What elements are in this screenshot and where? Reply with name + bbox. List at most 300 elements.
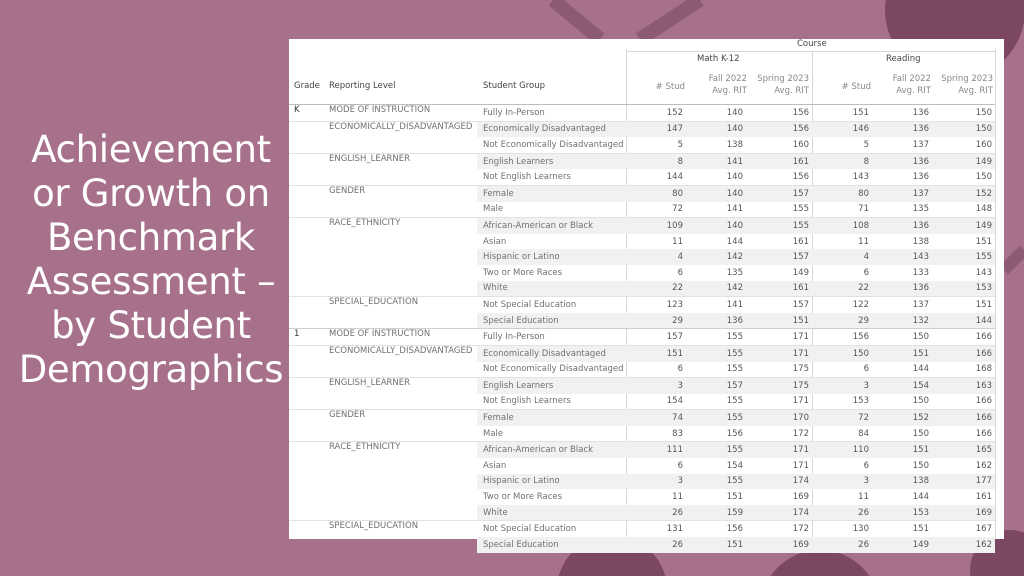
reporting-level-cell (289, 249, 477, 265)
reporting-level-label: MODE OF INSTRUCTION (329, 105, 431, 115)
value-cell: 144 (912, 492, 929, 503)
table-row (289, 489, 995, 505)
reporting-level-cell (289, 202, 477, 218)
reporting-level-cell (289, 505, 477, 521)
value-cell: 132 (872, 313, 932, 329)
value-cell: 123 (626, 297, 686, 313)
reporting-level-label: RACE_ETHNICITY (329, 442, 401, 453)
value-cell: 140 (726, 107, 743, 118)
value-cell: 6 (863, 460, 869, 471)
value-cell: 141 (686, 297, 746, 313)
value-cell: 174 (746, 474, 812, 490)
student-group-cell: Special Education (477, 313, 626, 329)
math-spring-header (751, 73, 809, 97)
value-cell: 150 (872, 329, 932, 346)
value-cell: 162 (932, 537, 995, 553)
reporting-level-cell (289, 345, 477, 361)
value-cell: 135 (726, 267, 743, 278)
value-cell: 80 (812, 185, 872, 201)
title-line: Demographics (18, 348, 284, 391)
student-group-cell: Hispanic or Latino (477, 474, 626, 490)
value-cell: 171 (792, 396, 809, 407)
student-group-cell: Economically Disadvantaged (477, 345, 626, 361)
value-cell: 136 (872, 153, 932, 169)
student-group-cell: White (477, 505, 626, 521)
reporting-level-label: ENGLISH_LEARNER (329, 378, 411, 389)
value-cell: 156 (812, 329, 872, 346)
table-row (289, 234, 995, 250)
value-cell: 168 (975, 364, 992, 375)
table-row (289, 153, 995, 169)
value-cell: 6 (677, 364, 683, 375)
header-line: Fall 2022 (892, 74, 931, 84)
reading-num-stud-header: # Stud (841, 82, 871, 92)
value-cell: 131 (626, 521, 686, 537)
value-cell: 144 (912, 364, 929, 375)
value-cell: 122 (812, 297, 872, 313)
value-cell: 3 (812, 474, 872, 490)
student-group-cell: Not English Learners (483, 396, 571, 407)
value-cell: 149 (872, 537, 932, 553)
title-line: Assessment – (26, 260, 276, 303)
reporting-level-cell (289, 378, 477, 394)
table-row (289, 281, 995, 297)
student-group-cell: Fully In-Person (483, 107, 545, 118)
table-row (289, 297, 995, 313)
student-group-cell: Not Economically Disadvantaged (483, 364, 624, 375)
table-row (289, 249, 995, 265)
reporting-level-cell (289, 105, 477, 121)
value-cell: 146 (812, 121, 872, 137)
value-cell: 150 (912, 460, 929, 471)
student-group-cell: Asian (483, 236, 507, 247)
course-header: Course (797, 39, 827, 49)
table-row (289, 362, 995, 378)
table-row (289, 505, 995, 521)
title-line: Achievement (31, 128, 271, 171)
table-row (289, 329, 995, 346)
value-cell: 153 (852, 396, 869, 407)
student-group-cell: Asian (483, 460, 507, 471)
table-row (289, 394, 995, 410)
value-cell: 172 (746, 521, 812, 537)
value-cell: 11 (858, 236, 869, 247)
value-cell: 6 (863, 267, 869, 278)
value-cell: 3 (626, 378, 686, 394)
header-line: Spring 2023 (941, 74, 993, 84)
value-cell: 150 (912, 396, 929, 407)
value-cell: 11 (858, 492, 869, 503)
student-group-cell: Male (483, 204, 504, 215)
student-group-cell: Economically Disadvantaged (477, 121, 626, 137)
value-cell: 153 (932, 281, 995, 297)
reporting-level-cell (289, 521, 477, 537)
student-group-cell: English Learners (477, 153, 626, 169)
value-cell: 169 (932, 505, 995, 521)
table-row (289, 313, 995, 329)
reporting-level-cell (289, 362, 477, 378)
reporting-level-cell (289, 153, 477, 169)
value-cell: 171 (746, 345, 812, 361)
value-cell: 72 (672, 204, 683, 215)
value-cell: 167 (932, 521, 995, 537)
value-cell: 160 (792, 139, 809, 150)
value-cell: 26 (626, 537, 686, 553)
value-cell: 136 (872, 218, 932, 234)
value-cell: 155 (932, 249, 995, 265)
reporting-level-cell (289, 394, 477, 410)
value-cell: 3 (626, 474, 686, 490)
value-cell: 141 (686, 153, 746, 169)
slide-title (8, 128, 294, 392)
student-group-cell: Hispanic or Latino (477, 249, 626, 265)
student-group-cell: English Learners (477, 378, 626, 394)
header-line: Avg. RIT (958, 86, 993, 96)
value-cell: 156 (726, 428, 743, 439)
reporting-level-cell (289, 410, 477, 426)
value-cell: 166 (975, 428, 992, 439)
value-cell: 144 (666, 172, 683, 183)
value-cell: 157 (686, 378, 746, 394)
value-cell: 22 (626, 281, 686, 297)
value-cell: 137 (872, 185, 932, 201)
value-cell: 155 (686, 329, 746, 346)
grade-label: 1 (294, 329, 300, 340)
student-group-cell: Male (483, 428, 504, 439)
value-cell: 162 (975, 460, 992, 471)
value-cell: 144 (726, 236, 743, 247)
value-cell: 111 (626, 442, 686, 458)
value-cell: 156 (792, 172, 809, 183)
header-divider (626, 51, 995, 52)
value-cell: 148 (975, 204, 992, 215)
value-cell: 172 (792, 428, 809, 439)
value-cell: 177 (932, 474, 995, 490)
value-cell: 171 (746, 329, 812, 346)
value-cell: 71 (858, 204, 869, 215)
student-group-cell: Not Special Education (477, 297, 626, 313)
value-cell: 154 (666, 396, 683, 407)
value-cell: 74 (626, 410, 686, 426)
value-cell: 150 (912, 428, 929, 439)
value-cell: 140 (686, 218, 746, 234)
value-cell: 4 (626, 249, 686, 265)
value-cell: 5 (677, 139, 683, 150)
value-cell: 170 (746, 410, 812, 426)
value-cell: 5 (863, 139, 869, 150)
student-group-cell: Special Education (477, 537, 626, 553)
reading-spring-header (935, 73, 993, 97)
value-cell: 151 (872, 521, 932, 537)
table-row (289, 474, 995, 490)
reporting-level-label: ECONOMICALLY_DISADVANTAGED (329, 345, 473, 356)
value-cell: 84 (858, 428, 869, 439)
reporting-level-cell (289, 265, 477, 281)
reporting-level-cell (289, 329, 477, 346)
value-cell: 151 (686, 537, 746, 553)
header-line: Avg. RIT (896, 86, 931, 96)
reporting-level-cell (289, 121, 477, 137)
table-row (289, 169, 995, 185)
value-cell: 157 (626, 329, 686, 346)
student-group-cell: White (477, 281, 626, 297)
reporting-level-label: GENDER (329, 185, 366, 196)
value-cell: 171 (792, 460, 809, 471)
value-cell: 130 (812, 521, 872, 537)
title-line: or Growth on (32, 172, 270, 215)
header-line: Fall 2022 (708, 74, 747, 84)
reporting-level-cell (289, 218, 477, 234)
value-cell: 152 (872, 410, 932, 426)
value-cell: 151 (872, 345, 932, 361)
value-cell: 8 (626, 153, 686, 169)
value-cell: 157 (746, 249, 812, 265)
decor-line (1004, 250, 1024, 270)
value-cell: 136 (686, 313, 746, 329)
grade-header: Grade (294, 81, 320, 91)
student-group-cell: African-American or Black (477, 218, 626, 234)
value-cell: 161 (975, 492, 992, 503)
value-cell: 166 (975, 396, 992, 407)
table-row (289, 202, 995, 218)
value-cell: 175 (792, 364, 809, 375)
reporting-level-label: SPECIAL_EDUCATION (329, 297, 419, 308)
value-cell: 141 (726, 204, 743, 215)
value-cell: 135 (912, 204, 929, 215)
value-cell: 169 (792, 492, 809, 503)
student-group-cell: Not English Learners (483, 172, 571, 183)
value-cell: 171 (746, 442, 812, 458)
value-cell: 144 (932, 313, 995, 329)
table-row (289, 345, 995, 361)
value-cell: 136 (912, 172, 929, 183)
value-cell: 155 (726, 364, 743, 375)
table-row (289, 265, 995, 281)
value-cell: 140 (686, 185, 746, 201)
value-cell: 166 (932, 410, 995, 426)
reporting-level-cell (289, 281, 477, 297)
reporting-level-label: SPECIAL_EDUCATION (329, 521, 419, 532)
reporting-level-cell (289, 442, 477, 458)
value-cell: 160 (975, 139, 992, 150)
student-group-cell: Fully In-Person (477, 329, 626, 346)
value-cell: 152 (932, 185, 995, 201)
reporting-level-cell (289, 474, 477, 490)
value-cell: 174 (746, 505, 812, 521)
table-row (289, 378, 995, 394)
value-cell: 72 (812, 410, 872, 426)
value-cell: 151 (626, 345, 686, 361)
value-cell: 140 (726, 172, 743, 183)
reading-fall-header (879, 73, 931, 97)
value-cell: 108 (812, 218, 872, 234)
value-cell: 159 (686, 505, 746, 521)
student-group-cell: Not Economically Disadvantaged (483, 139, 624, 150)
value-cell: 156 (746, 121, 812, 137)
reporting-level-cell (289, 426, 477, 442)
student-group-cell: Not Special Education (477, 521, 626, 537)
results-table (289, 105, 995, 553)
value-cell: 109 (626, 218, 686, 234)
value-cell: 150 (932, 121, 995, 137)
value-cell: 11 (672, 492, 683, 503)
value-cell: 147 (626, 121, 686, 137)
table-row (289, 137, 995, 153)
value-cell: 150 (975, 172, 992, 183)
value-cell: 140 (686, 121, 746, 137)
reporting-level-cell (289, 297, 477, 313)
value-cell: 150 (975, 107, 992, 118)
value-cell: 153 (872, 505, 932, 521)
decor-circle (760, 550, 880, 576)
reporting-level-label: GENDER (329, 410, 366, 421)
value-cell: 142 (686, 281, 746, 297)
value-cell: 166 (932, 345, 995, 361)
decor-line (553, 0, 600, 39)
value-cell: 143 (975, 267, 992, 278)
value-cell: 155 (686, 345, 746, 361)
value-cell: 22 (812, 281, 872, 297)
value-cell: 149 (932, 218, 995, 234)
value-cell: 165 (932, 442, 995, 458)
value-cell: 137 (912, 139, 929, 150)
value-cell: 83 (672, 428, 683, 439)
value-cell: 11 (672, 236, 683, 247)
title-line: Benchmark (46, 216, 256, 259)
value-cell: 138 (872, 474, 932, 490)
value-cell: 3 (812, 378, 872, 394)
value-cell: 161 (746, 153, 812, 169)
value-cell: 152 (666, 107, 683, 118)
value-cell: 26 (812, 537, 872, 553)
value-cell: 156 (792, 107, 809, 118)
value-cell: 6 (677, 460, 683, 471)
value-cell: 150 (812, 345, 872, 361)
value-cell: 154 (726, 460, 743, 471)
value-cell: 143 (852, 172, 869, 183)
value-cell: 155 (686, 410, 746, 426)
value-cell: 26 (626, 505, 686, 521)
value-cell: 151 (872, 442, 932, 458)
header-line: Avg. RIT (712, 86, 747, 96)
value-cell: 26 (812, 505, 872, 521)
reporting-level-label: MODE OF INSTRUCTION (329, 329, 431, 340)
value-cell: 169 (746, 537, 812, 553)
value-cell: 29 (626, 313, 686, 329)
table-row (289, 442, 995, 458)
reporting-level-cell (289, 169, 477, 185)
reporting-level-cell (289, 234, 477, 250)
value-cell: 136 (872, 281, 932, 297)
reporting-level-cell (289, 537, 477, 553)
value-cell: 6 (677, 267, 683, 278)
value-cell: 136 (872, 121, 932, 137)
reporting-level-label: RACE_ETHNICITY (329, 218, 401, 229)
value-cell: 151 (746, 313, 812, 329)
title-line: by Student (51, 304, 251, 347)
student-group-cell: Two or More Races (483, 492, 563, 503)
value-cell: 110 (812, 442, 872, 458)
header-line: Avg. RIT (774, 86, 809, 96)
math-fall-header (695, 73, 747, 97)
table-row (289, 458, 995, 474)
value-cell: 8 (812, 153, 872, 169)
value-cell: 155 (686, 442, 746, 458)
student-group-header: Student Group (483, 81, 546, 91)
value-cell: 175 (746, 378, 812, 394)
value-cell: 29 (812, 313, 872, 329)
reporting-level-label: ECONOMICALLY_DISADVANTAGED (329, 121, 473, 132)
value-cell: 166 (932, 329, 995, 346)
student-group-cell: Female (477, 410, 626, 426)
reporting-level-cell (289, 458, 477, 474)
reporting-level-cell (289, 489, 477, 505)
reporting-level-label: ENGLISH_LEARNER (329, 153, 411, 164)
value-cell: 142 (686, 249, 746, 265)
data-table-panel (289, 39, 1004, 550)
value-cell: 149 (932, 153, 995, 169)
reporting-level-cell (289, 313, 477, 329)
value-cell: 149 (792, 267, 809, 278)
value-cell: 151 (932, 297, 995, 313)
value-cell: 157 (746, 297, 812, 313)
math-num-stud-header: # Stud (655, 82, 685, 92)
table-row (289, 410, 995, 426)
table-row (289, 185, 995, 201)
value-cell: 138 (726, 139, 743, 150)
reporting-level-cell (289, 137, 477, 153)
value-cell: 138 (912, 236, 929, 247)
value-cell: 151 (975, 236, 992, 247)
grade-label: K (294, 105, 300, 115)
value-cell: 163 (932, 378, 995, 394)
value-cell: 155 (726, 396, 743, 407)
value-cell: 137 (872, 297, 932, 313)
value-cell: 155 (746, 218, 812, 234)
value-cell: 151 (726, 492, 743, 503)
student-group-cell: Two or More Races (483, 267, 563, 278)
table-row (289, 521, 995, 537)
value-cell: 155 (686, 474, 746, 490)
reporting-level-cell (289, 185, 477, 201)
student-group-cell: Female (477, 185, 626, 201)
value-cell: 157 (746, 185, 812, 201)
table-body (289, 105, 995, 553)
value-cell: 143 (872, 249, 932, 265)
value-cell: 4 (812, 249, 872, 265)
value-cell: 155 (792, 204, 809, 215)
value-cell: 161 (746, 281, 812, 297)
header-line: Spring 2023 (757, 74, 809, 84)
table-row (289, 537, 995, 553)
value-cell: 156 (686, 521, 746, 537)
value-cell: 136 (912, 107, 929, 118)
value-cell: 151 (852, 107, 869, 118)
course-math-header: Math K-12 (697, 54, 740, 64)
value-cell: 6 (863, 364, 869, 375)
course-reading-header: Reading (886, 54, 921, 64)
column-divider (995, 49, 996, 539)
value-cell: 80 (626, 185, 686, 201)
value-cell: 154 (872, 378, 932, 394)
table-row (289, 105, 995, 121)
reporting-level-header: Reporting Level (329, 81, 396, 91)
student-group-cell: African-American or Black (477, 442, 626, 458)
table-row (289, 121, 995, 137)
value-cell: 161 (792, 236, 809, 247)
table-row (289, 426, 995, 442)
decor-line (640, 0, 700, 39)
